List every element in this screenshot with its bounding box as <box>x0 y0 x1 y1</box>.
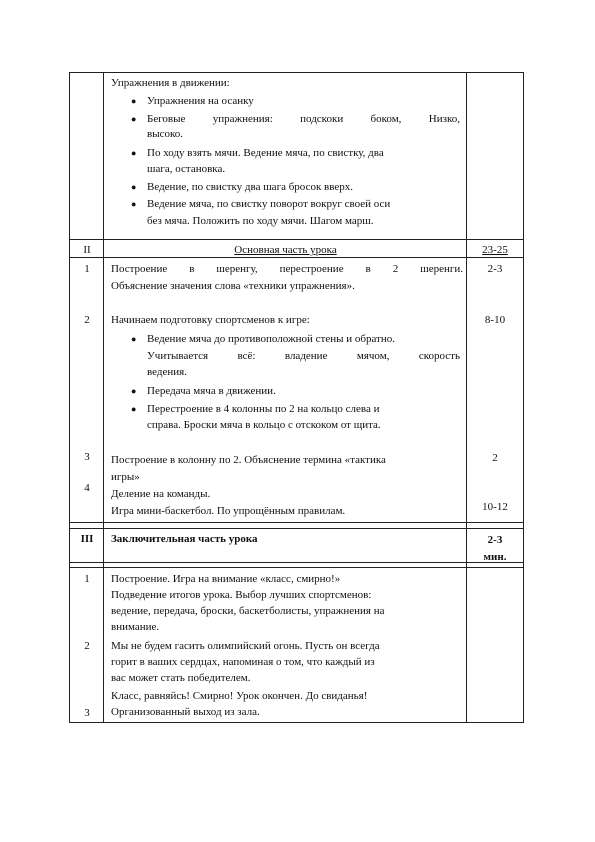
bullet-text: шага, остановка. <box>147 163 226 175</box>
table-border-top <box>69 72 524 73</box>
bullet-text: Беговые упражнения: подскоки боком, Низко, <box>147 113 460 125</box>
bullet-text: ведения. <box>147 366 187 378</box>
row-time: 2 <box>492 452 498 464</box>
section-number: II <box>83 244 91 256</box>
row-number: 3 <box>84 451 90 463</box>
table-border-left <box>69 72 70 723</box>
bullet-icon: ● <box>131 148 137 158</box>
bullet-icon: ● <box>131 199 137 209</box>
bullet-icon: ● <box>131 386 137 396</box>
column-divider <box>103 72 104 723</box>
bullet-icon: ● <box>131 334 137 344</box>
row-time: 2-3 <box>487 263 503 275</box>
row-number: 2 <box>84 640 90 652</box>
bullet-icon: ● <box>131 114 137 124</box>
row-number: 2 <box>84 314 90 326</box>
row-text: горит в ваших сердцах, напоминая о том, что каждый из <box>111 656 375 668</box>
bullet-text: Учитывается всё: владение мячом, скорость <box>147 350 460 362</box>
row-text: Объяснение значения слова «техники упражнения». <box>111 280 355 292</box>
bullet-text: справа. Броски мяча в кольцо с отскоком от щита. <box>147 419 381 431</box>
row-text: Построение в колонну по 2. Объяснение термина «тактика <box>111 454 386 466</box>
row-text: Мы не будем гасить олимпийский огонь. Пусть он всегда <box>111 640 380 652</box>
row-number: 1 <box>84 263 90 275</box>
bullet-text: По ходу взять мячи. Ведение мяча, по свистку, два <box>147 147 384 159</box>
row-number: 3 <box>84 707 90 719</box>
row-text: Построение в шеренгу, перестроение в 2 шеренги. <box>111 263 463 275</box>
bullet-icon: ● <box>131 182 137 192</box>
row-number: 4 <box>84 482 90 494</box>
bullet-icon: ● <box>131 404 137 414</box>
row-divider <box>69 257 524 258</box>
section-title: Заключительная часть урока <box>111 533 258 545</box>
section-time: 23-25 <box>482 244 508 256</box>
row-divider <box>69 567 524 568</box>
section-time: 2-3 <box>487 534 503 546</box>
exercises-heading: Упражнения в движении: <box>111 77 230 89</box>
row-text: Организованный выход из зала. <box>111 706 260 718</box>
section-title: Основная часть урока <box>234 244 337 256</box>
row-text: Класс, равняйсь! Смирно! Урок окончен. До свиданья! <box>111 690 368 702</box>
row-divider <box>69 562 524 563</box>
row-time: 10-12 <box>482 501 508 513</box>
bullet-text: Перестроение в 4 колонны по 2 на кольцо слева и <box>147 403 380 415</box>
table-border-bottom <box>69 722 524 723</box>
bullet-text: Передача мяча в движении. <box>147 385 276 397</box>
section-time-unit: мин. <box>483 551 507 563</box>
bullet-text: Ведение мяча, по свистку поворот вокруг своей оси <box>147 198 391 210</box>
row-text: Подведение итогов урока. Выбор лучших спортсменов: <box>111 589 372 601</box>
row-time: 8-10 <box>484 314 506 326</box>
table-border-right <box>523 72 524 723</box>
bullet-text: без мяча. Положить по ходу мячи. Шагом марш. <box>147 215 374 227</box>
row-text: внимание. <box>111 621 160 633</box>
bullet-text: Ведение мяча до противоположной стены и обратно. <box>147 333 395 345</box>
bullet-text: высоко. <box>147 128 184 140</box>
bullet-icon: ● <box>131 96 137 106</box>
row-divider <box>69 528 524 529</box>
row-text: игры» <box>111 471 140 483</box>
row-divider <box>69 239 524 240</box>
row-text: Игра мини-баскетбол. По упрощённым правилам. <box>111 505 346 517</box>
section-number: III <box>80 533 94 545</box>
row-text: Деление на команды. <box>111 488 211 500</box>
column-divider <box>466 72 467 723</box>
row-text: Построение. Игра на внимание «класс, смирно!» <box>111 573 341 585</box>
row-number: 1 <box>84 573 90 585</box>
row-divider <box>69 522 524 523</box>
bullet-text: Упражнения на осанку <box>147 95 254 107</box>
row-text: вас может стать победителем. <box>111 672 251 684</box>
bullet-text: Ведение, по свистку два шага бросок вверх. <box>147 181 354 193</box>
row-text: ведение, передача, броски, баскетболисты, упражнения на <box>111 605 385 617</box>
row-text: Начинаем подготовку спортсменов к игре: <box>111 314 310 326</box>
